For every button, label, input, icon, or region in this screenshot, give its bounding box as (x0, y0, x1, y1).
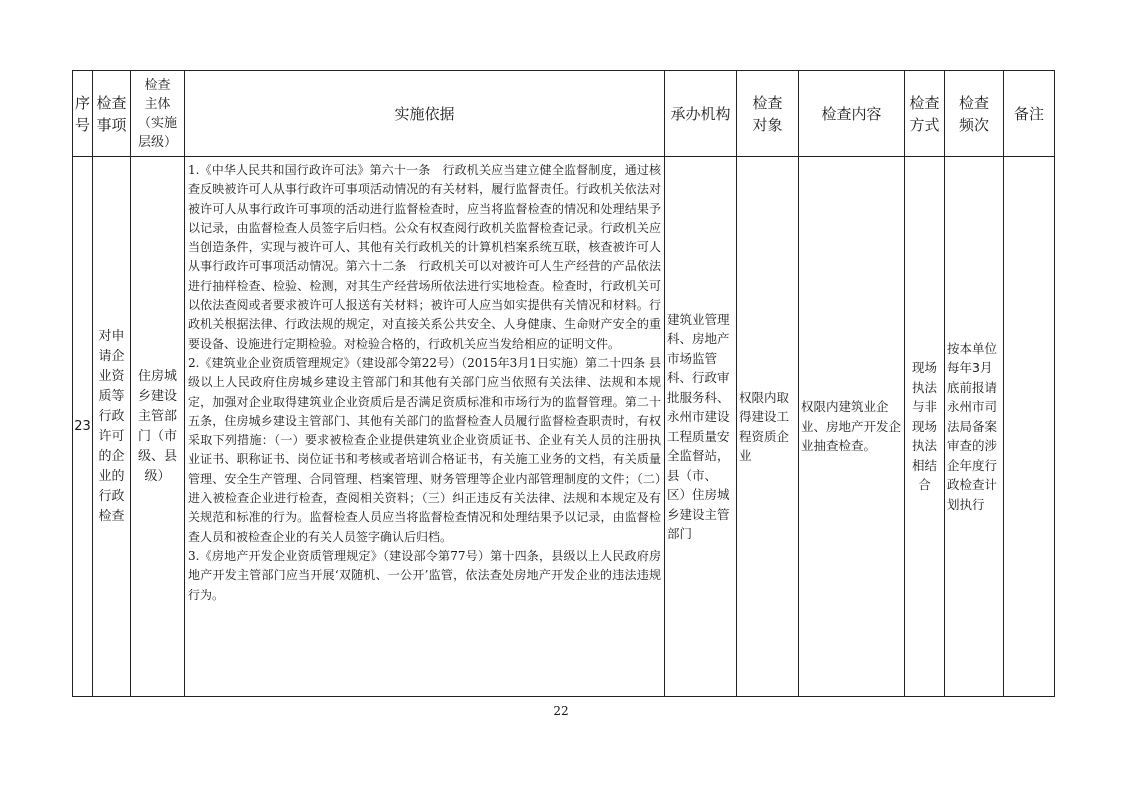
table-row (73, 157, 1055, 697)
header-basis: 实施依据 (185, 71, 665, 157)
header-item: 检查 事项 (93, 71, 131, 157)
header-row (73, 71, 1055, 157)
header-freq: 检查 频次 (945, 71, 1004, 157)
row-remark (1004, 157, 1055, 697)
page-number: 22 (553, 704, 569, 718)
basis-paragraph-2: 2.《建筑业企业资质管理规定》（建设部令第22号）（2015年3月1日实施）第二十四条 县级以上人民政府住房城乡建设主管部门和其他有关部门应当依照有关法律、法规和本规定，加强对企业取得建筑业企业资质后是否满足资质标准和市场行为的监督管理。第二十五条，住房城乡建设主管部门、其他有关部门的监督检查人员履行监督检查职责时，有权采取下列措施：（一）要求被检查企业提供建筑业企业资质证书、企业有关人员的注册执业证书、职称证书、岗位证书和考核或者培训合格证书，有关施工业务的文档，有关质量管理、安全生产管理、合同管理、档案管理、财务管理等企业内部管理制度的文件；（二）进入被检查企业进行检查，查阅相关资料；（三）纠正违反有关法律、法规和本规定及有关规范和标准的行为。监督检查人员应当将监督检查情况和处理结果予以记录，由监督检查人员和被检查企业的有关人员签字确认后归档。 (188, 355, 661, 544)
row-freq: 按本单位每年3月底前报请永州市司法局备案审查的涉企年度行政检查计划执行 (945, 157, 1004, 697)
row-method: 现场 执法 与非 现场 执法 相结 合 (905, 157, 945, 697)
header-content: 检查内容 (799, 71, 905, 157)
row-org: 建筑业管理科、房地产市场监管科、行政审批服务科、永州市建设工程质量安全监督站，县（市、区）住房城乡建设主管部门 (665, 157, 737, 697)
row-no: 23 (73, 157, 93, 697)
row-subject: 住房城 乡建设 主管部 门（市 级、县 级） (131, 157, 185, 697)
inspection-table (72, 70, 1055, 697)
header-no: 序 号 (73, 71, 93, 157)
row-basis (185, 157, 665, 697)
header-subject: 检查 主体 （实施 层级） (131, 71, 185, 157)
header-org: 承办机构 (665, 71, 737, 157)
header-target: 检查 对象 (737, 71, 799, 157)
row-target: 权限内取得建设工程资质企业 (737, 157, 799, 697)
basis-paragraph-1: 1.《中华人民共和国行政许可法》第六十一条 行政机关应当建立健全监督制度，通过核查反映被许可人从事行政许可事项活动情况的有关材料，履行监督责任。行政机关依法对被许可人从事行政许可事项的活动进行监督检查时，应当将监督检查的情况和处理结果予以记录，由监督检查人员签字后归档。公众有权查阅行政机关监督检查记录。行政机关应当创造条件，实现与被许可人、其他有关行政机关的计算机档案系统互联，核查被许可人从事行政许可事项活动情况。第六十二条 行政机关可以对被许可人生产经营的产品依法进行抽样检查、检验、检测，对其生产经营场所依法进行实地检查。检查时，行政机关可以依法查阅或者要求被许可人报送有关材料；被许可人应当如实提供有关情况和材料。行政机关根据法律、行政法规的规定，对直接关系公共安全、人身健康、生命财产安全的重要设备、设施进行定期检验。对检验合格的，行政机关应当发给相应的证明文件。 (188, 163, 661, 351)
header-method: 检查 方式 (905, 71, 945, 157)
row-item: 对申 请企 业资 质等 行政 许可 的企 业的 行政 检查 (93, 157, 131, 697)
basis-paragraph-3: 3.《房地产开发企业资质管理规定》（建设部令第77号）第十四条，县级以上人民政府房地产开发主管部门应当开展‘双随机、一公开’监管，依法查处房地产开发企业的违法违规行为。 (188, 548, 661, 602)
row-content: 权限内建筑业企业、房地产开发企业抽查检查。 (799, 157, 905, 697)
header-remark: 备注 (1004, 71, 1055, 157)
